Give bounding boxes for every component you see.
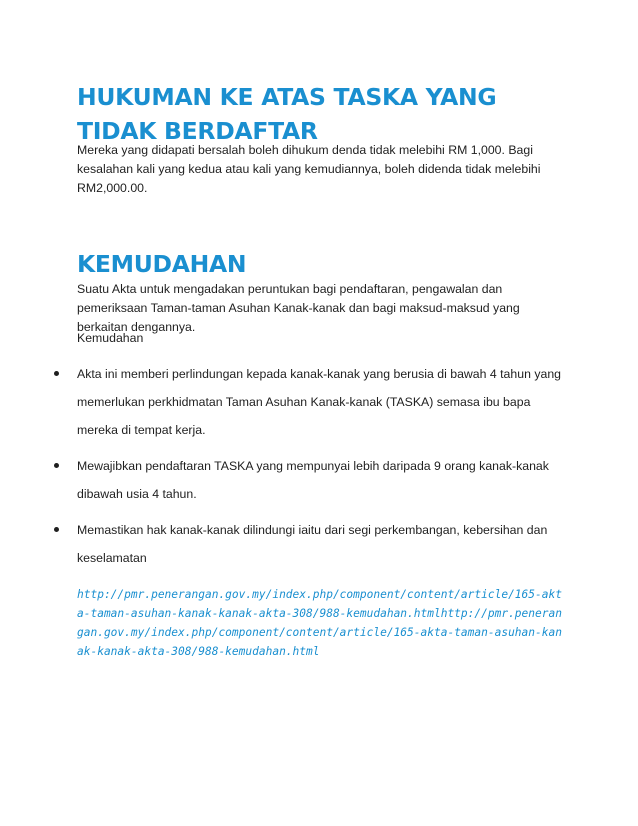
bullet-text: Mewajibkan pendaftaran TASKA yang mempunyai lebih daripada 9 orang kanak-kanak dibawah usia 4 tahun. xyxy=(77,459,549,501)
section-heading-hukuman: HUKUMAN KE ATAS TASKA YANG TIDAK BERDAFTAR xyxy=(77,83,497,145)
hukuman-paragraph: Mereka yang didapati bersalah boleh dihukum denda tidak melebihi RM 1,000. Bagi kesalahan kali yang kedua atau kali yang kemudiannya, boleh didenda tidak melebihi RM2,000.00. xyxy=(77,143,541,195)
bullet-icon xyxy=(54,371,59,376)
list-item xyxy=(0,516,567,572)
kemudahan-sublabel: Kemudahan xyxy=(77,331,144,345)
kemudahan-bullet-list xyxy=(0,360,638,580)
list-item xyxy=(0,360,567,444)
list-item xyxy=(0,452,567,508)
bullet-text: Memastikan hak kanak-kanak dilindungi iaitu dari segi perkembangan, kebersihan dan keselamatan xyxy=(77,523,548,565)
bullet-icon xyxy=(54,463,59,468)
source-link[interactable]: http://pmr.penerangan.gov.my/index.php/component/content/article/165-akta-taman-asuhan-kanak-kanak-akta-308/988-kemudahan.htmlhttp://pmr.penerangan.gov.my/index.php/component/content/article/165-akta-taman-asuhan-kanak-kanak-akta-308/988-kemudahan.html xyxy=(77,588,562,658)
bullet-icon xyxy=(54,527,59,532)
kemudahan-paragraph: Suatu Akta untuk mengadakan peruntukan bagi pendaftaran, pengawalan dan pemeriksaan Taman-taman Asuhan Kanak-kanak dan bagi maksud-maksud yang berkaitan dengannya. xyxy=(77,282,520,334)
bullet-text: Akta ini memberi perlindungan kepada kanak-kanak yang berusia di bawah 4 tahun yang memerlukan perkhidmatan Taman Asuhan Kanak-kanak (TASKA) semasa ibu bapa mereka di tempat kerja. xyxy=(77,367,561,437)
section-heading-kemudahan: KEMUDAHAN xyxy=(77,250,247,278)
